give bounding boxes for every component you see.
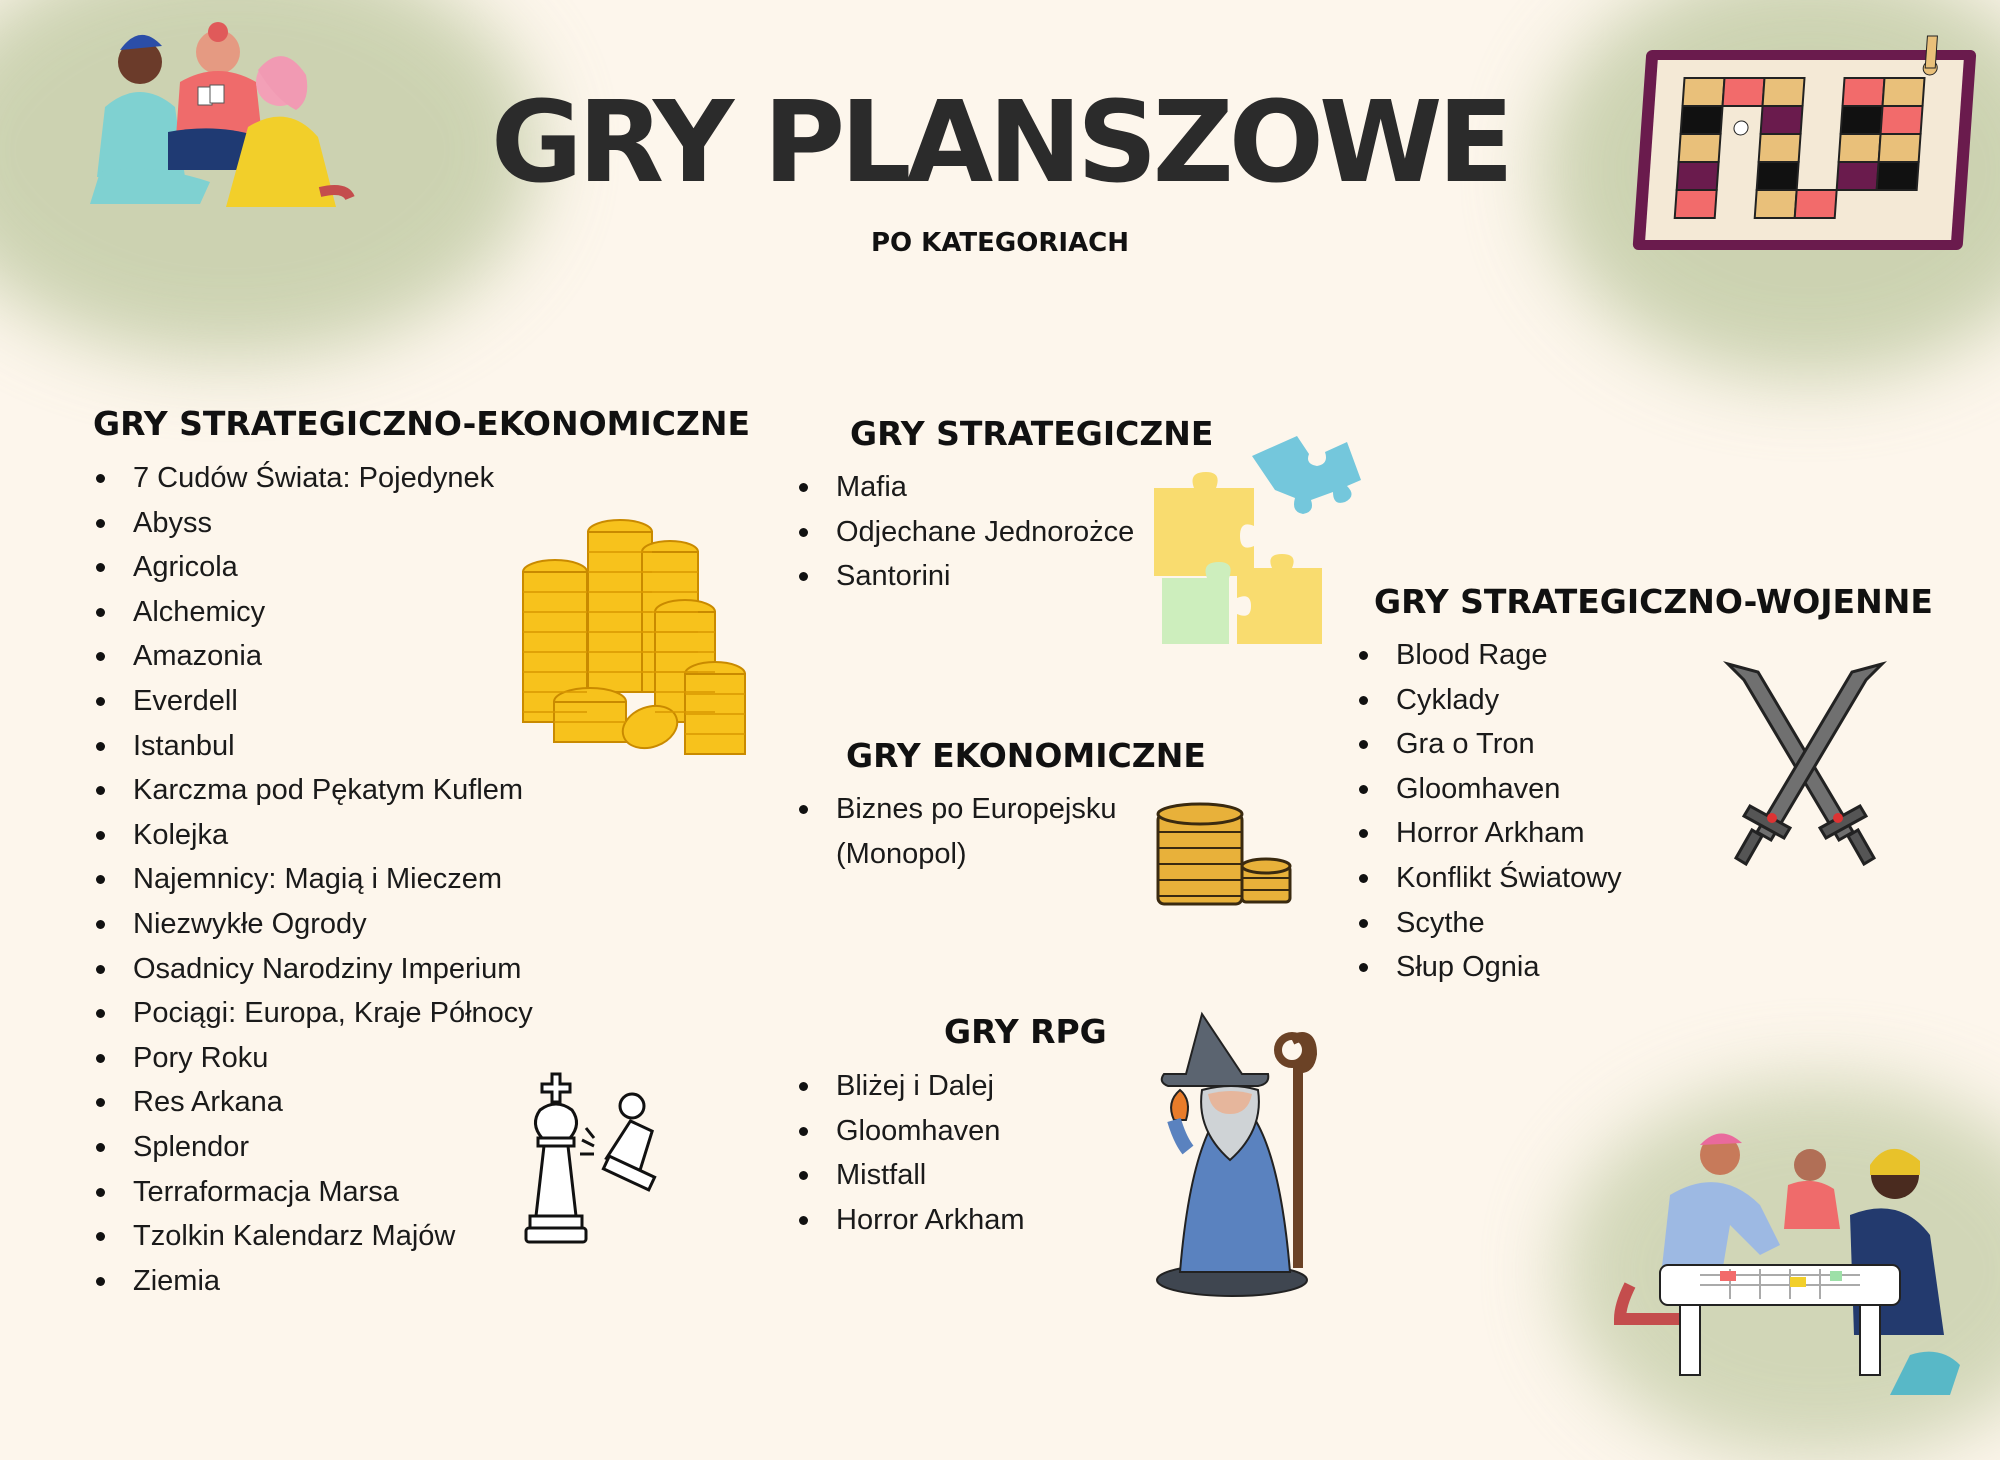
list-item: Santorini — [796, 554, 1134, 599]
category-title-economic: GRY EKONOMICZNE — [846, 736, 1206, 775]
list-item: Res Arkana — [93, 1080, 533, 1125]
list-rpg — [796, 1064, 1025, 1242]
list-item: Bliżej i Dalej — [796, 1064, 1025, 1109]
list-economic — [796, 787, 1156, 876]
page-title: GRY PLANSZOWE — [490, 78, 1510, 208]
gold-coins-icon — [510, 512, 750, 772]
crossed-swords-icon — [1720, 660, 1890, 875]
list-item: Gloomhaven — [796, 1109, 1025, 1154]
list-item: Osadnicy Narodziny Imperium — [93, 947, 533, 992]
list-item: Istanbul — [93, 724, 533, 769]
list-item: Everdell — [93, 679, 533, 724]
list-item: Karczma pod Pękatym Kuflem — [93, 768, 533, 813]
list-item: Ziemia — [93, 1259, 533, 1304]
list-item: Horror Arkham — [1356, 811, 1622, 856]
list-item: Mistfall — [796, 1153, 1025, 1198]
friends-playing-cards-icon — [80, 12, 360, 217]
list-item: Splendor — [93, 1125, 533, 1170]
list-item: Niezwykłe Ogrody — [93, 902, 533, 947]
list-item: Gloomhaven — [1356, 767, 1622, 812]
page-subtitle: PO KATEGORIACH — [870, 228, 1130, 258]
list-item: Słup Ognia — [1356, 945, 1622, 990]
category-title-strategic-war: GRY STRATEGICZNO-WOJENNE — [1374, 582, 1933, 621]
list-item: Mafia — [796, 465, 1134, 510]
list-item: Pociągi: Europa, Kraje Północy — [93, 991, 533, 1036]
list-item: Horror Arkham — [796, 1198, 1025, 1243]
list-item: 7 Cudów Świata: Pojedynek — [93, 456, 533, 501]
list-item: Gra o Tron — [1356, 722, 1622, 767]
coin-stack-icon — [1152, 800, 1297, 912]
list-item: Odjechane Jednorożce — [796, 510, 1134, 555]
list-item: Pory Roku — [93, 1036, 533, 1081]
list-item: Terraformacja Marsa — [93, 1170, 533, 1215]
list-item: Najemnicy: Magią i Mieczem — [93, 857, 533, 902]
list-strategic-war — [1356, 633, 1622, 990]
board-game-icon — [1638, 28, 1988, 263]
list-item: Scythe — [1356, 901, 1622, 946]
puzzle-pieces-icon — [1152, 438, 1367, 643]
list-item: Tzolkin Kalendarz Majów — [93, 1214, 533, 1259]
category-title-strategic: GRY STRATEGICZNE — [850, 414, 1214, 453]
wizard-figure-icon — [1152, 1010, 1322, 1300]
category-title-rpg: GRY RPG — [944, 1012, 1107, 1051]
category-title-strategic-economic: GRY STRATEGICZNO-EKONOMICZNE — [93, 404, 751, 443]
list-item: Abyss — [93, 501, 533, 546]
list-item: Blood Rage — [1356, 633, 1622, 678]
list-item: Agricola — [93, 545, 533, 590]
list-item: Amazonia — [93, 634, 533, 679]
list-item: Cyklady — [1356, 678, 1622, 723]
list-strategic — [796, 465, 1134, 599]
list-item: Konflikt Światowy — [1356, 856, 1622, 901]
list-item: Alchemicy — [93, 590, 533, 635]
list-strategic-economic — [93, 456, 533, 1303]
list-item: Kolejka — [93, 813, 533, 858]
friends-playing-board-game-icon — [1610, 1125, 1970, 1405]
chess-pieces-icon — [522, 1070, 662, 1260]
list-item: Biznes po Europejsku (Monopol) — [796, 787, 1156, 876]
